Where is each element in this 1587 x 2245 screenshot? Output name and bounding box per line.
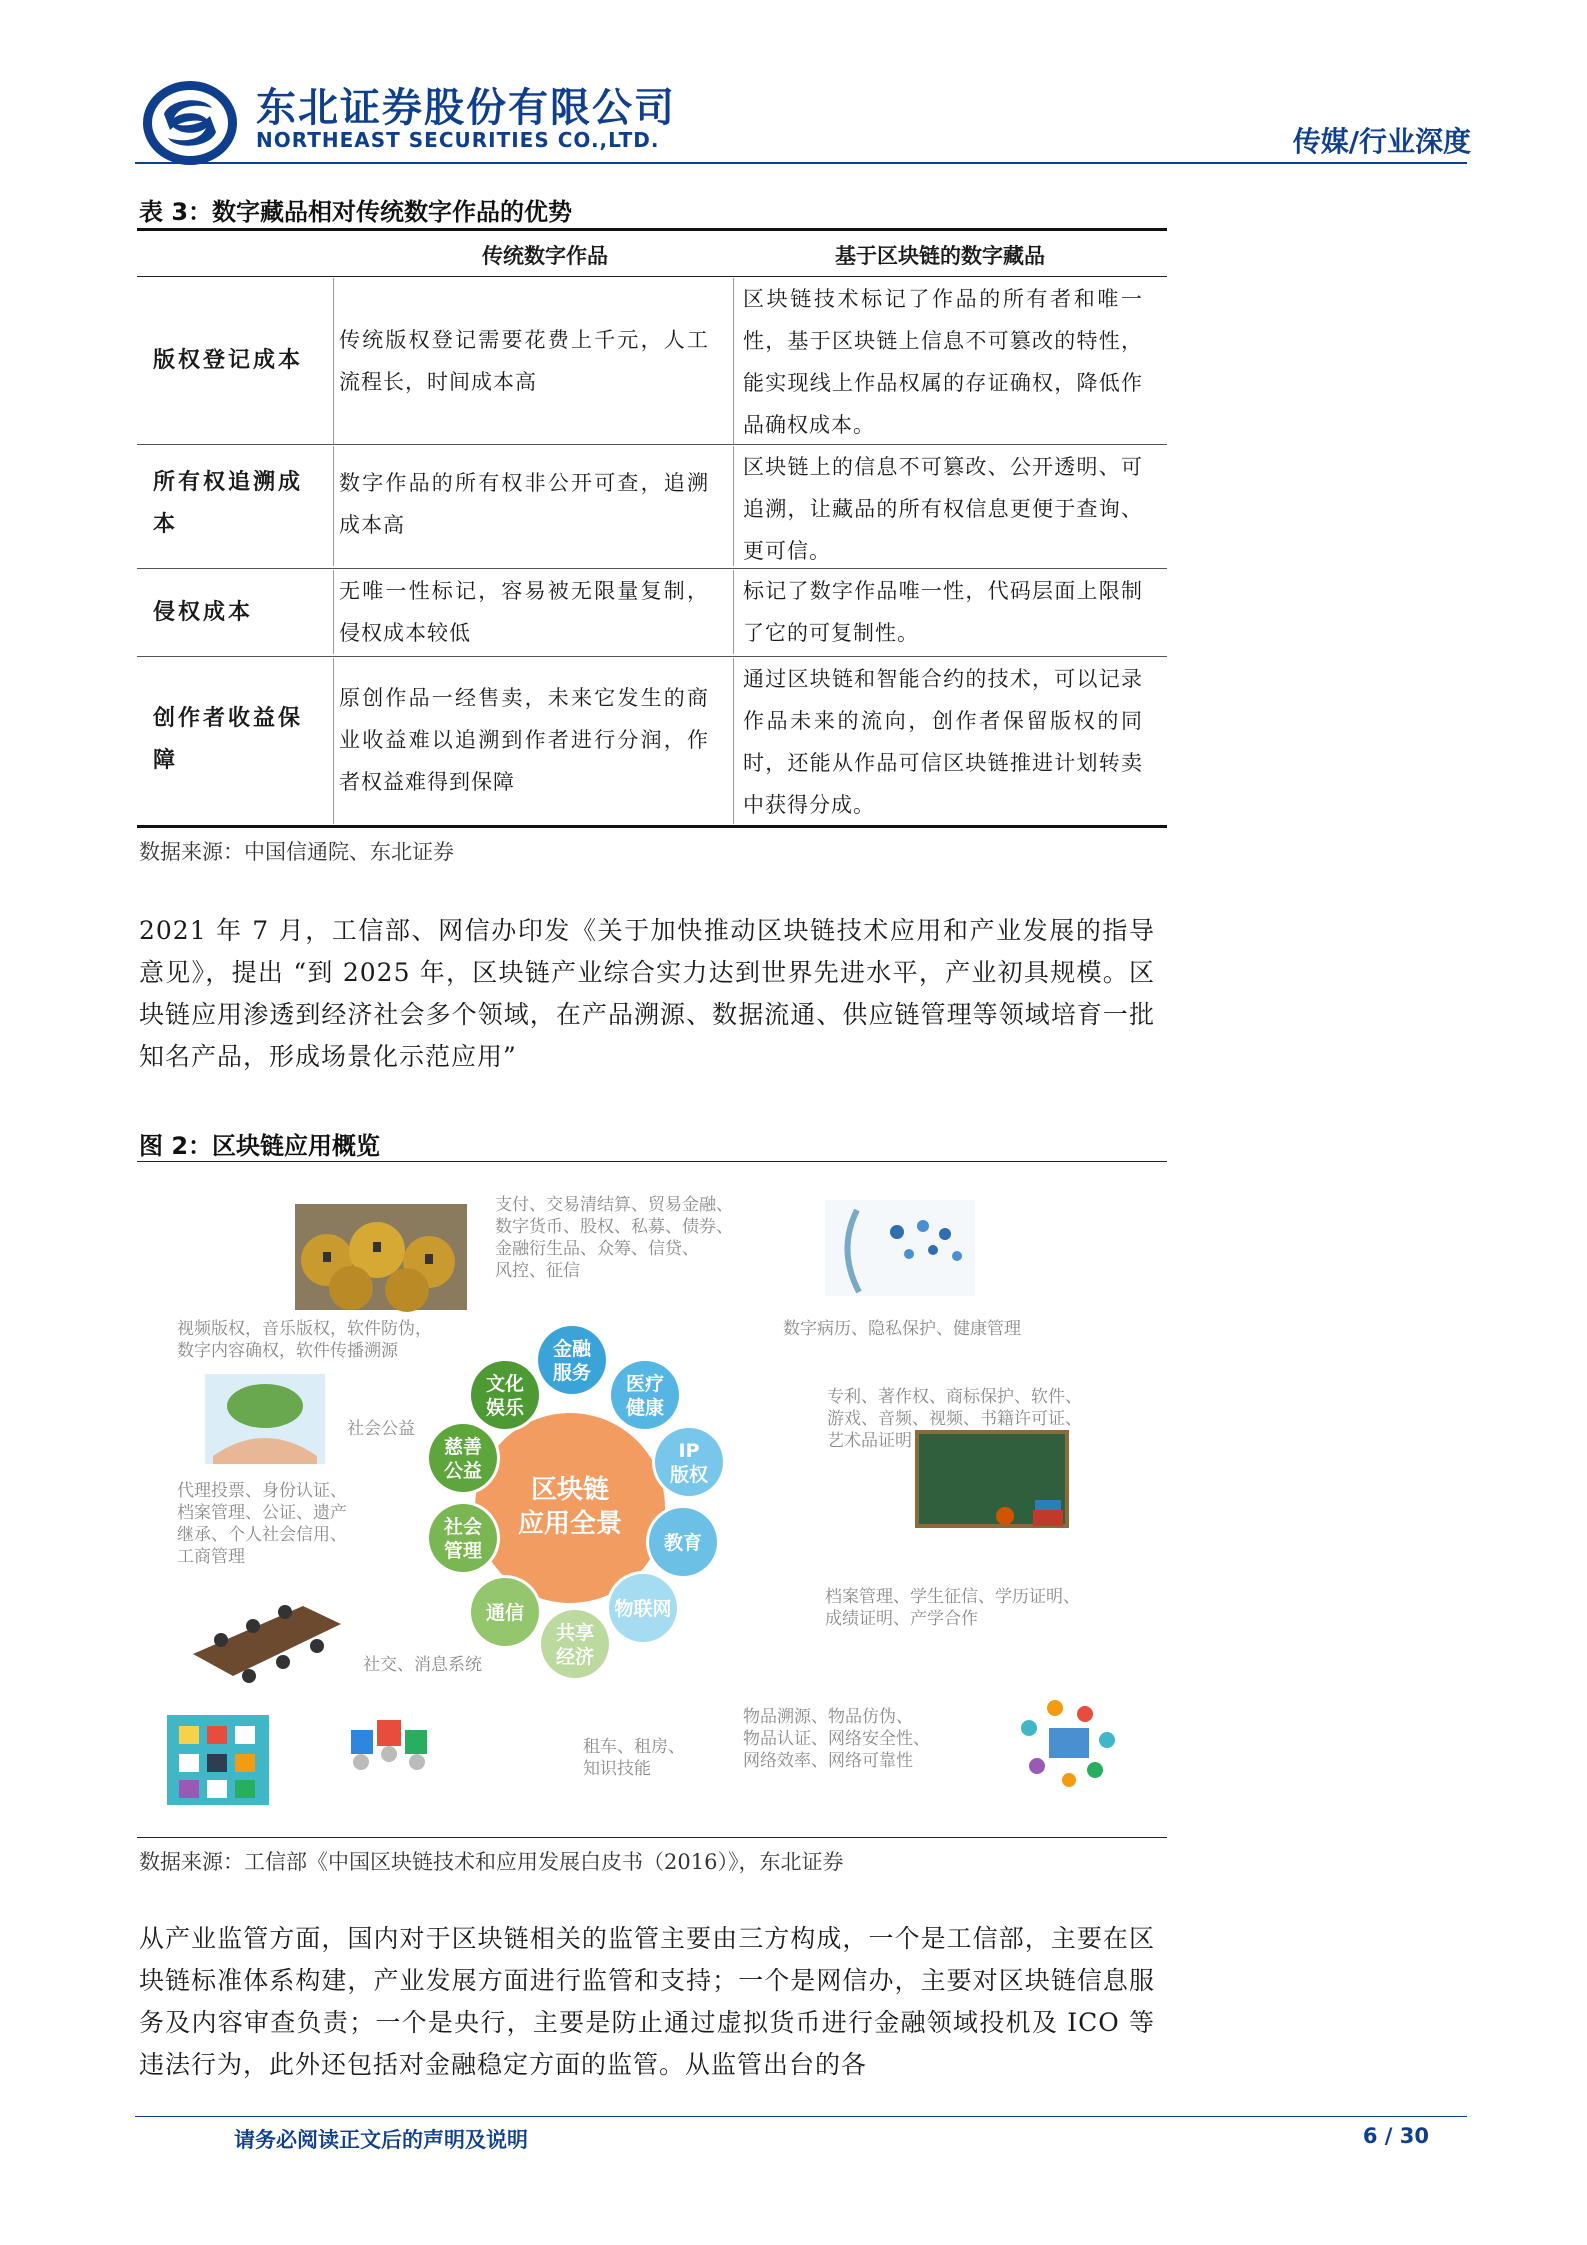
blockchain-cell: 区块链技术标记了作品的所有者和唯一性，基于区块链上信息不可篡改的特性，能实现线上作品权属的存证确权，降低作品确权成本。 (743, 287, 1143, 437)
node-label: 慈善 (443, 1436, 483, 1458)
social-icons-illustration (167, 1715, 269, 1805)
annotation-text: 视频版权，音乐版权，软件防伪， (177, 1319, 432, 1339)
node-label: 共享 (555, 1622, 595, 1644)
company-logo (140, 78, 240, 168)
node-label: 娱乐 (485, 1397, 525, 1419)
node-label: 服务 (552, 1362, 592, 1384)
company-name-cn: 东北证券股份有限公司 (256, 85, 676, 131)
annotation-text: 知识技能 (583, 1759, 651, 1779)
figure-caption: 图 2：区块链应用概览 (139, 1132, 381, 1160)
node-label: 版权 (669, 1464, 709, 1486)
annotation-text: 继承、个人社会信用、 (177, 1525, 347, 1545)
annotation-text: 支付、交易清结算、贸易金融、 (495, 1195, 733, 1215)
column-separator (333, 446, 334, 566)
footer-notice: 请务必阅读正文后的声明及说明 (234, 2128, 528, 2152)
company-name-en: NORTHEAST SECURITIES CO.,LTD. (256, 128, 660, 152)
annotation-text: 社交、消息系统 (363, 1655, 482, 1675)
center-hub-label: 区块链 (530, 1475, 610, 1505)
annotation-text: 档案管理、学生征信、学历证明、 (825, 1587, 1080, 1607)
annotation-text: 成绩证明、产学合作 (825, 1609, 978, 1629)
table-row (137, 278, 1167, 444)
annotation-text: 风控、征信 (495, 1261, 580, 1281)
annotation-text: 数字内容确权，软件传播溯源 (177, 1341, 398, 1361)
iot-network-illustration (1021, 1700, 1115, 1787)
node-label: 医疗 (625, 1373, 665, 1395)
column-separator (733, 570, 734, 654)
table-source: 数据来源：中国信通院、东北证券 (139, 840, 454, 864)
body-paragraph: 2021 年 7 月，工信部、网信办印发《关于加快推动区块链技术应用和产业发展的指导意见》，提出 “到 2025 年，区块链产业综合实力达到世界先进水平，产业初具规模。区块链应用渗透到经济社会多个领域，在产品溯源、数据流通、供应链管理等领域培育一批知名产品，形成场景化示范应用” (139, 916, 1155, 1071)
annotation-text: 金融衍生品、众筹、信贷、 (495, 1239, 699, 1259)
column-separator (733, 278, 734, 444)
column-separator (333, 278, 334, 444)
center-hub-label: 应用全景 (517, 1509, 623, 1539)
node-label: 社会 (443, 1516, 483, 1538)
node-label: 教育 (663, 1532, 703, 1554)
column-separator (333, 570, 334, 654)
charity-hands-illustration (205, 1374, 325, 1464)
row-label: 创作者收益保障 (153, 706, 304, 773)
table-row (137, 446, 1167, 566)
traditional-cell: 原创作品一经售卖，未来它发生的商业收益难以追溯到作者进行分润，作者权益难得到保障 (339, 686, 709, 794)
figure-source: 数据来源：工信部《中国区块链技术和应用发展白皮书（2016）》，东北证券 (139, 1850, 844, 1874)
header-divider (135, 162, 1467, 164)
blackboard-illustration (917, 1432, 1067, 1526)
column-separator (333, 658, 334, 824)
annotation-text: 档案管理、公证、遗产 (177, 1503, 347, 1523)
figure-bottom-rule (137, 1837, 1167, 1838)
col-header-traditional: 传统数字作品 (482, 244, 608, 268)
row-label: 侵权成本 (153, 600, 254, 625)
annotation-text: 专利、著作权、商标保护、软件、 (827, 1387, 1082, 1407)
node-label: 健康 (625, 1397, 665, 1419)
blockchain-application-diagram (137, 1170, 1167, 1832)
annotation-text: 工商管理 (177, 1547, 245, 1567)
page-number: 6 / 30 (1362, 2124, 1429, 2148)
traditional-cell: 无唯一性标记，容易被无限量复制，侵权成本较低 (339, 579, 709, 645)
traditional-cell: 数字作品的所有权非公开可查，追溯成本高 (339, 471, 709, 537)
node-label: 管理 (443, 1540, 483, 1562)
puzzle-people-illustration (351, 1720, 427, 1770)
figure-top-rule (137, 1161, 1167, 1162)
node-label: 金融 (552, 1338, 592, 1360)
annotation-text: 游戏、音频、视频、书籍许可证、 (827, 1409, 1082, 1429)
table-caption: 表 3：数字藏品相对传统数字作品的优势 (139, 198, 573, 226)
node-ring (426, 1323, 726, 1681)
annotation-text: 社会公益 (347, 1419, 415, 1439)
medical-illustration (825, 1200, 975, 1296)
blockchain-cell: 通过区块链和智能合约的技术，可以记录作品未来的流向，创作者保留版权的同时，还能从作品可信区块链推进计划转卖中获得分成。 (743, 667, 1143, 817)
annotation-text: 物品溯源、物品仿伪、 (743, 1707, 913, 1727)
row-divider (137, 568, 1167, 569)
table-header-rule (137, 276, 1167, 277)
annotation-text: 艺术品证明 (827, 1431, 912, 1451)
body-paragraph: 从产业监管方面，国内对于区块链相关的监管主要由三方构成，一个是工信部，主要在区块链标准体系构建，产业发展方面进行监管和支持；一个是网信办，主要对区块链信息服务及内容审查负责；一个是央行，主要是防止通过虚拟货币进行金融领域投机及 ICO 等违法行为，此外还包括对金融稳定方面的监管。从监管出台的各 (139, 1924, 1155, 2079)
blockchain-cell: 标记了数字作品唯一性，代码层面上限制了它的可复制性。 (743, 579, 1143, 645)
annotation-text: 代理投票、身份认证、 (177, 1481, 347, 1501)
table-bottom-rule (137, 825, 1167, 828)
annotation-text: 网络效率、网络可靠性 (743, 1751, 913, 1771)
footer-divider (135, 2116, 1467, 2117)
node-label: 公益 (443, 1460, 483, 1482)
node-label: 物联网 (614, 1598, 672, 1620)
node-label: 文化 (485, 1373, 525, 1395)
row-label: 版权登记成本 (153, 348, 304, 373)
node-label: IP (678, 1440, 700, 1462)
annotation-text: 租车、租房、 (583, 1737, 685, 1757)
node-label: 经济 (555, 1646, 595, 1668)
row-divider (137, 444, 1167, 445)
table-row (137, 570, 1167, 654)
column-separator (733, 658, 734, 824)
traditional-cell: 传统版权登记需要花费上千元，人工流程长，时间成本高 (339, 328, 709, 394)
table-row (137, 658, 1167, 824)
annotation-text: 数字病历、隐私保护、健康管理 (783, 1319, 1021, 1339)
row-label: 所有权追溯成本 (153, 470, 304, 537)
blockchain-cell: 区块链上的信息不可篡改、公开透明、可追溯，让藏品的所有权信息更便于查询、更可信。 (743, 455, 1143, 563)
annotation-text: 数字货币、股权、私募、债券、 (495, 1217, 733, 1237)
annotation-text: 物品认证、网络安全性、 (743, 1729, 930, 1749)
col-header-blockchain: 基于区块链的数字藏品 (835, 244, 1045, 268)
column-separator (733, 446, 734, 566)
row-divider (137, 656, 1167, 657)
money-bags-illustration (295, 1204, 467, 1312)
report-category: 传媒/行业深度 (1292, 125, 1471, 158)
meeting-table-illustration (193, 1605, 341, 1683)
table-top-rule (137, 228, 1167, 231)
node-label: 通信 (485, 1602, 525, 1624)
